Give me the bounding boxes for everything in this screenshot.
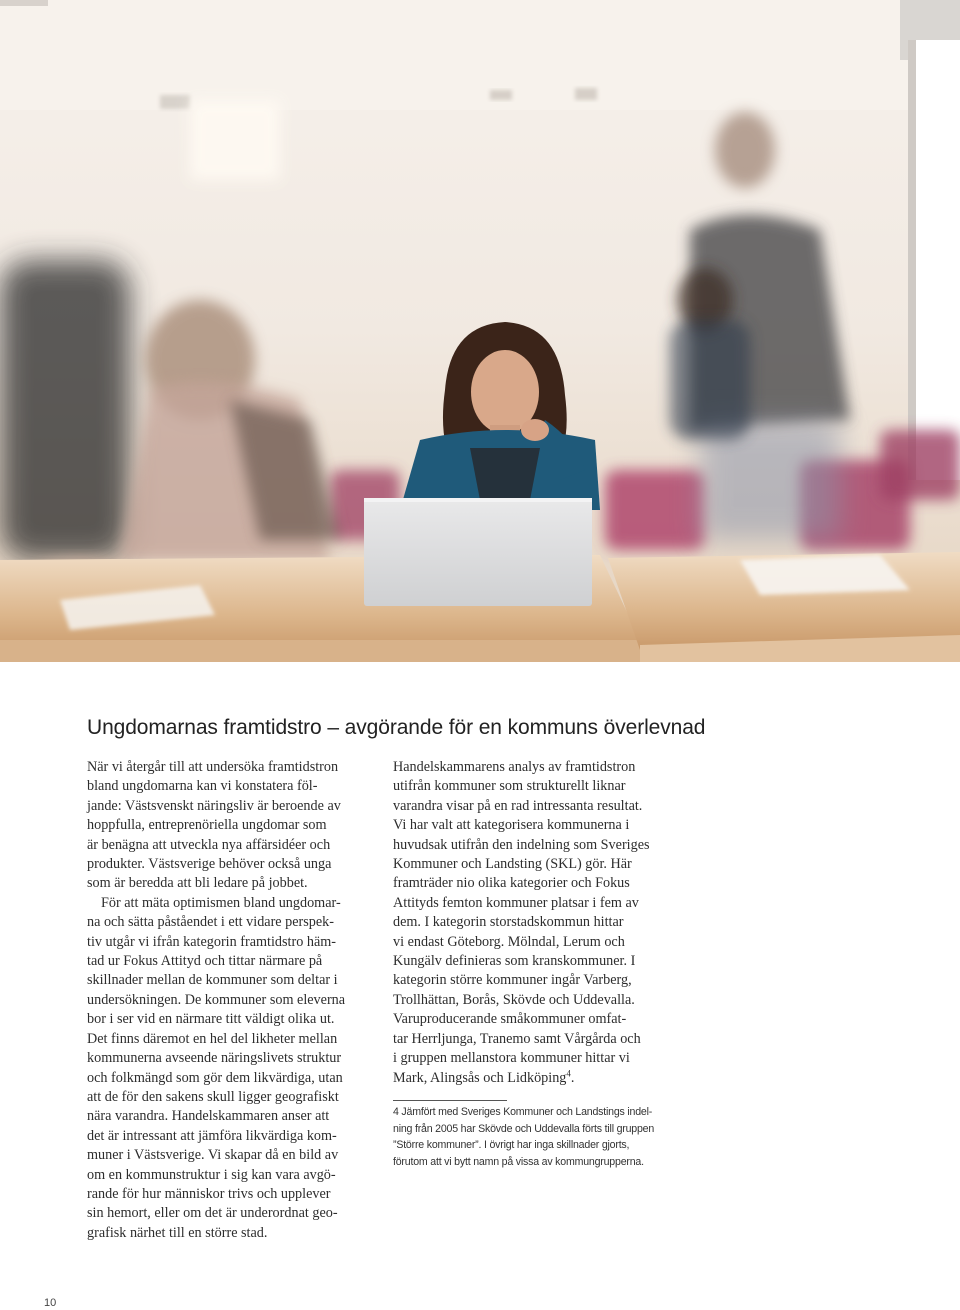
text-line: att de för den sakens skull ligger geografiskt (87, 1088, 339, 1105)
footnote-line: förutom att vi bytt namn på vissa av kommungrupperna. (393, 1155, 644, 1168)
page-number: 10 (44, 1297, 57, 1309)
text-line: kategorin större kommuner ingår Varberg, (393, 972, 632, 989)
text-line: dem. I kategorin storstadskommun hittar (393, 914, 624, 931)
right-column (393, 758, 681, 1088)
text-line: Attityds femton kommuner platsar i fem av (393, 894, 639, 911)
footnote (393, 1104, 693, 1170)
text-line: bor i ser vid en närmare titt väldigt olika ut. (87, 1011, 335, 1028)
text-line: hoppfulla, entreprenöriella ungdomar som (87, 817, 327, 834)
text-line: nära varandra. Handelskammaren anser att (87, 1108, 330, 1125)
text-line: jande: Västsvenskt näringsliv är beroende av (87, 797, 341, 814)
text-line: Kungälv definieras som kranskommuner. I (393, 953, 636, 970)
text-line-last (393, 1069, 681, 1088)
text-line: rande för hur människor trivs och upplever (87, 1185, 331, 1202)
text-line: framträder nio olika kategorier och Fokus (393, 875, 630, 892)
text-line: det är intressant att jämföra likvärdiga kom- (87, 1127, 337, 1144)
text-line: vi endast Göteborg. Mölndal, Lerum och (393, 933, 625, 950)
text-line: sin hemort, eller om det är underordnat geo- (87, 1205, 338, 1222)
paragraph-2 (87, 894, 372, 1243)
text-line: När vi återgår till att undersöka framtidstron (87, 759, 339, 775)
text-line: Trollhättan, Borås, Skövde och Uddevalla. (393, 991, 635, 1008)
text-line: Kommuner och Landsting (SKL) gör. Här (393, 856, 632, 873)
text-line: grafisk närhet till en större stad. (87, 1224, 268, 1241)
text-line: skillnader mellan de kommuner som deltar i (87, 972, 338, 989)
text-line: bland ungdomarna kan vi konstatera föl- (87, 778, 318, 795)
text-line: Vi har valt att kategorisera kommunerna i (393, 817, 630, 834)
text-line: undersökningen. De kommuner som eleverna (87, 991, 346, 1008)
text-line: Det finns däremot en hel del likheter mellan (87, 1030, 338, 1047)
footnote-divider (393, 1100, 507, 1101)
text-line: produkter. Västsverige behöver också unga (87, 856, 332, 873)
text-line: är benägna att utveckla nya affärsidéer och (87, 836, 331, 853)
text-line: muner i Västsverige. Vi skapar då en bild av (87, 1147, 339, 1164)
article-heading: Ungdomarnas framtidstro – avgörande för en kommuns överlevnad (87, 716, 706, 739)
text-line: som är beredda att bli ledare på jobbet. (87, 875, 308, 892)
text-line: i gruppen mellanstora kommuner hittar vi (393, 1050, 630, 1067)
footnote-line: ning från 2005 har Skövde och Uddevalla förts till gruppen (393, 1122, 655, 1135)
last-line-end: . (570, 1069, 575, 1086)
text-line: tad ur Fokus Attityd och tittar närmare på (87, 953, 323, 970)
text-line: kommunerna avseende näringslivets struktur (87, 1050, 342, 1067)
left-column (87, 758, 372, 1243)
text-line: utifrån kommuner som strukturellt liknar (393, 778, 626, 795)
paragraph-1 (87, 758, 372, 894)
text-line: Varuproducerande småkommuner omfat- (393, 1011, 627, 1028)
text-line: varandra visar på en rad intressanta resultat. (393, 797, 643, 814)
text-line: För att mäta optimismen bland ungdomar- (101, 894, 341, 911)
footnote-line: 4 Jämfört med Sveriges Kommuner och Landstings indel- (393, 1106, 653, 1118)
footnote-line: ”Större kommuner”. I övrigt har inga skillnader gjorts, (393, 1139, 630, 1152)
text-line: tar Herrljunga, Tranemo samt Vårgårda och (393, 1030, 641, 1047)
last-line-text: Mark, Alingsås och Lidköping (393, 1069, 567, 1086)
paragraph-3 (393, 758, 681, 1088)
footnote-reference[interactable]: 4 (566, 1067, 571, 1078)
text-line: om en kommunstruktur i sig kan vara avgö- (87, 1166, 336, 1183)
text-line: tiv utgår vi ifrån kategorin framtidstro häm- (87, 933, 336, 950)
text-line: och folkmängd som gör dem likvärdiga, utan (87, 1069, 343, 1086)
text-line: Handelskammarens analys av framtidstron (393, 759, 636, 775)
text-line: huvudsak utifrån den indelning som Sveriges (393, 836, 650, 853)
text-line: na och sätta påståendet i ett vidare perspek- (87, 914, 334, 931)
